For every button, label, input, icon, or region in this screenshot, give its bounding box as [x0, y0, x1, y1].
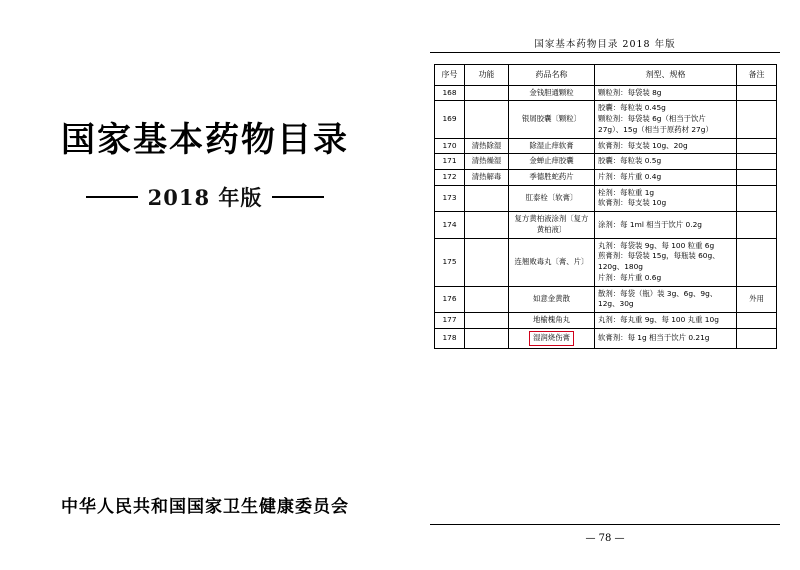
cell-drug-name: 肛泰栓〔软膏〕 [509, 185, 595, 211]
cell-drug-name: 金蝉止痒胶囊 [509, 154, 595, 170]
table-row [435, 212, 777, 238]
table-row [435, 313, 777, 329]
page-number: — 78 — [585, 533, 625, 544]
column-header-drug-name: 药品名称 [509, 65, 595, 86]
cell-no: 168 [435, 85, 465, 101]
cell-remark [737, 212, 777, 238]
cell-form-spec: 胶囊：每粒装 0.5g [595, 154, 737, 170]
cell-no: 173 [435, 185, 465, 211]
cell-form-spec: 丸剂：每袋装 9g、每 100 粒重 6g 煎膏剂：每袋装 15g，每瓶装 60g、120g、180g 片剂：每片重 0.6g [595, 238, 737, 286]
table-row [435, 170, 777, 186]
cell-no: 171 [435, 154, 465, 170]
table-row [435, 238, 777, 286]
cell-no: 172 [435, 170, 465, 186]
cell-remark [737, 313, 777, 329]
table-header-row [435, 65, 777, 86]
cover-year: 2018 年版 [147, 185, 263, 210]
cell-function [465, 212, 509, 238]
cell-drug-name: 金钱胆通颗粒 [509, 85, 595, 101]
cell-form-spec: 栓剂：每粒重 1g 软膏剂：每支装 10g [595, 185, 737, 211]
rule-left [86, 196, 138, 198]
cell-drug-name: 如意金黄散 [509, 286, 595, 312]
rule-right [272, 196, 324, 198]
cell-remark [737, 85, 777, 101]
table-row [435, 328, 777, 348]
cell-remark [737, 154, 777, 170]
cell-drug-name: 连翘败毒丸〔膏、片〕 [509, 238, 595, 286]
cell-function: 清热解毒 [465, 170, 509, 186]
cell-no: 176 [435, 286, 465, 312]
cell-no: 174 [435, 212, 465, 238]
cell-no: 170 [435, 138, 465, 154]
cover-issuer: 中华人民共和国国家卫生健康委员会 [61, 497, 349, 517]
cell-function [465, 328, 509, 348]
cell-no: 169 [435, 101, 465, 138]
cell-form-spec: 丸剂：每丸重 9g、每 100 丸重 10g [595, 313, 737, 329]
cell-function [465, 238, 509, 286]
highlight-box: 湿润烧伤膏 [529, 331, 574, 346]
cell-no: 175 [435, 238, 465, 286]
page-title: 国家基本药物目录 [61, 120, 349, 160]
cell-form-spec: 软膏剂：每 1g 相当于饮片 0.21g [595, 328, 737, 348]
table-row [435, 138, 777, 154]
cell-form-spec: 胶囊：每粒装 0.45g 颗粒剂：每袋装 6g（相当于饮片 27g）、15g（相当于原药材 27g） [595, 101, 737, 138]
cell-form-spec: 颗粒剂：每袋装 8g [595, 85, 737, 101]
cell-remark [737, 138, 777, 154]
column-header-form-spec: 剂型、规格 [595, 65, 737, 86]
table-row [435, 101, 777, 138]
cell-remark [737, 101, 777, 138]
cell-remark [737, 238, 777, 286]
cell-function [465, 286, 509, 312]
cell-form-spec: 片剂：每片重 0.4g [595, 170, 737, 186]
cell-form-spec: 软膏剂：每支装 10g、20g [595, 138, 737, 154]
table-row [435, 85, 777, 101]
catalog-page [412, 0, 800, 570]
cell-form-spec: 涂剂：每 1ml 相当于饮片 0.2g [595, 212, 737, 238]
cell-function [465, 101, 509, 138]
column-header-remark: 备注 [737, 65, 777, 86]
cell-function [465, 185, 509, 211]
cell-drug-name: 季德胜蛇药片 [509, 170, 595, 186]
footer-divider [430, 524, 780, 525]
header-divider [430, 52, 780, 53]
table-row [435, 185, 777, 211]
cell-remark: 外用 [737, 286, 777, 312]
cell-remark [737, 185, 777, 211]
cell-function: 清热除湿 [465, 138, 509, 154]
cover-year-block [0, 182, 410, 212]
table-row [435, 286, 777, 312]
cell-drug-name: 复方黄柏液涂剂〔复方黄柏液〕 [509, 212, 595, 238]
cell-remark [737, 170, 777, 186]
cell-drug-name: 除湿止痒软膏 [509, 138, 595, 154]
cell-drug-name: 银屑胶囊〔颗粒〕 [509, 101, 595, 138]
cell-function: 清热燥湿 [465, 154, 509, 170]
cell-drug-name [509, 328, 595, 348]
cell-drug-name: 地榆槐角丸 [509, 313, 595, 329]
cell-no: 177 [435, 313, 465, 329]
column-header-no: 序号 [435, 65, 465, 86]
cell-remark [737, 328, 777, 348]
drug-catalog-table [434, 64, 777, 349]
cell-function [465, 85, 509, 101]
cell-form-spec: 散剂：每袋（瓶）装 3g、6g、9g、12g、30g [595, 286, 737, 312]
running-header: 国家基本药物目录 2018 年版 [534, 39, 676, 50]
table-row [435, 154, 777, 170]
cell-no: 178 [435, 328, 465, 348]
column-header-function: 功能 [465, 65, 509, 86]
cell-function [465, 313, 509, 329]
table-body [435, 85, 777, 348]
